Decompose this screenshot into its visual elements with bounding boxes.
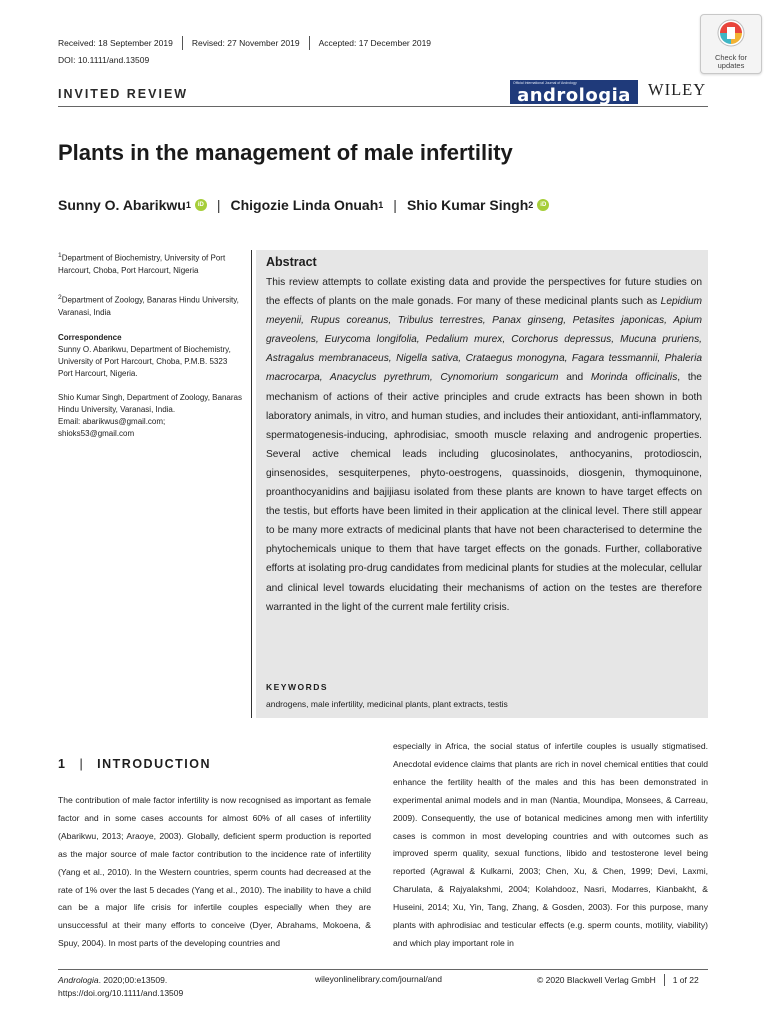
affiliation-2 [58, 292, 243, 319]
section-number: 1 [58, 757, 67, 771]
orcid-icon[interactable]: iD [195, 199, 207, 211]
affiliation-1 [58, 250, 243, 277]
crossmark-label: Check for updates [714, 53, 748, 70]
body-column-right: especially in Africa, the social status of infertile couples is usually stigmatised. Anecdotal evidence claims that plants are rich in novel chemical entities that could enhance the fertility health of the males and this has been demonstrated in experimental animal models and in man (Nantia, Moundipa, Monsees, & Carreau, 2009). Consequently, the use of botanical medicines among men with infertility cases is common in most developing countries and with outcomes such as improved sperm quality, sexual functions, libido and testosterone level being reported (Agrawal & Kulkarni, 2003; Chen, Xu, & Chen, 1999; Devi, Laxmi, Charulata, & Rajyalakshmi, 2004; Kolahdooz, Nasri, Modarres, Kianbakht, & Huseini, 2014; Xu, Yin, Tang, Zhang, & Gosden, 2003). For this purpose, many plants with aphrodisiac and testicular effects (e.g. sperm counts, motility, viability) and which play important role in [393, 741, 708, 948]
abstract-text: , the mechanism of actions of their active principles and crude extracts has been shown in both laboratory animals, in vitro, and human studies, and includes their antioxidant, anti-inflammatory, spermatogenesis-inducing, aphrodisiac, smooth muscle relaxing and androgenic properties. Several active chemical leads including glucosinolates, anthocyanins, protodioscin, ginsenosides, sesquiterpenes, phyto-oestrogens, quassinoids, diosgenin, thymoquinone, proanthocyanidins and bajijiasu isolated from these plants are known to have target effects on the testis, but efforts have been limited in their application at the clinical level. There still appear to be many more extracts of medicinal plants that have not been characterised to determine the phytochemicals unique to them that have target effects on the gonads. Further, collaborative efforts at isolating pro-drug candidates from medicinal plants for studies at the molecular, cellular and clinical level towards elucidating their mechanisms of action on the testes are therefore warranted in the light of the current male fertility crisis. [266, 372, 702, 613]
author-affiliation-sup: 1 [185, 200, 191, 210]
abstract-heading: Abstract [266, 255, 317, 269]
plant-name: Morinda officinalis [590, 372, 678, 384]
orcid-icon[interactable]: iD [537, 199, 549, 211]
author-separator: | [216, 197, 221, 213]
journal-logo[interactable] [510, 80, 638, 104]
footer-site-link[interactable]: wileyonlinelibrary.com/journal/and [315, 974, 442, 984]
correspondence-2 [58, 392, 243, 440]
footer-right [537, 974, 699, 986]
author-name: Chigozie Linda Onuah [230, 197, 379, 213]
author-affiliation-sup: 2 [528, 200, 534, 210]
correspondence-heading: Correspondence [58, 333, 122, 342]
keywords-text: androgens, male infertility, medicinal plants, plant extracts, testis [266, 699, 508, 709]
affiliation-text: Department of Zoology, Banaras Hindu University, Varanasi, India [58, 295, 239, 317]
received-date: Received: 18 September 2019 [58, 38, 173, 48]
article-dates [58, 36, 431, 50]
divider [664, 974, 665, 986]
body-column-left: The contribution of male factor infertility is now recognised as important as female factor and in some cases accounts for almost 60% of all cases of infertility (Abarikwu, 2013; Araoye, 2003). Globally, deficient sperm production is reported as the major source of male factor contribution to the incidence rate of infertility (Yang et al., 2010). In the Western countries, sperm counts had decreased at the rate of 1% over the last 5 decades (Yang et al., 2010). The inability to have a child can be a major life crisis for infertile couples especially when they are unsuccessful at their many efforts to conceive (Dyer, Abrahams, Mokoena, & Spuy, 2004). In most parts of the developing countries and [58, 795, 371, 949]
article-category: INVITED REVIEW [58, 87, 189, 101]
author-affiliation-sup: 1 [378, 200, 384, 210]
correspondence-entry: Shio Kumar Singh, Department of Zoology, Banaras Hindu University, Varanasi, India. [58, 393, 242, 414]
correspondence-email[interactable]: Email: abarikwus@gmail.com; [58, 417, 166, 426]
accepted-date: Accepted: 17 December 2019 [318, 38, 432, 48]
revised-date: Revised: 27 November 2019 [191, 38, 300, 48]
divider [182, 36, 183, 50]
abstract-text: This review attempts to collate existing data and provide the perspectives for future studies on the effects of plants on the male gonads. For many of these medicinal plants such as [266, 277, 702, 308]
correspondence-entry: Sunny O. Abarikwu, Department of Biochemistry, University of Port Harcourt, Choba, P.M.B. 5323 Port Harcourt, Nigeria. [58, 345, 231, 378]
abstract-text: and [558, 372, 591, 384]
correspondence [58, 332, 243, 380]
footer-doi-link[interactable]: https://doi.org/10.1111/and.13509 [58, 988, 184, 998]
footer-citation-text: . 2020;00:e13509. [98, 975, 168, 985]
author-name: Shio Kumar Singh [406, 197, 529, 213]
journal-tagline: Official International Journal of Andrology [513, 81, 577, 85]
author-list [58, 197, 549, 213]
article-title: Plants in the management of male infertility [58, 140, 513, 165]
footer-copyright: © 2020 Blackwell Verlag GmbH [537, 975, 656, 985]
author-separator: | [393, 197, 397, 213]
divider [309, 36, 310, 50]
keywords-heading: KEYWORDS [266, 682, 329, 692]
page-number: 1 of 22 [672, 975, 699, 985]
section-title: INTRODUCTION [97, 757, 211, 771]
section-separator: | [79, 757, 85, 771]
footer-citation [58, 974, 183, 1000]
footer-rule [58, 969, 708, 970]
publisher-logo[interactable]: WILEY [648, 80, 707, 99]
footer-journal: Andrologia [58, 975, 99, 985]
journal-name: andrologia [517, 85, 631, 106]
affiliation-sup: 1 [58, 252, 62, 259]
doi[interactable]: DOI: 10.1111/and.13509 [58, 55, 150, 65]
affiliation-sup: 2 [58, 294, 62, 301]
correspondence-email[interactable]: shioks53@gmail.com [58, 429, 135, 438]
crossmark-icon [716, 18, 746, 48]
header-rule [58, 106, 708, 107]
plant-names: Lepidium meyenii, Rupus coreanus, Tribulus terrestres, Panax ginseng, Petasites japonicas, Apium graveolens, Eurycoma longifolia, Pedalium murex, Corchorus depressus, Mucuna pruriens, Astragalus membranaceus, Nigella sativa, Crataegus monogyna, Fagara tessmannii, Phaleria macrocarpa, Anacyclus pyrethrum, Cynomorium songaricum [266, 296, 702, 384]
affiliation-text: Department of Biochemistry, University of Port Harcourt, Choba, Port Harcourt, Nigeria [58, 253, 226, 275]
check-for-updates-button[interactable] [700, 14, 762, 74]
author-name: Sunny O. Abarikwu [58, 197, 186, 213]
abstract-rule [251, 250, 252, 718]
section-heading [58, 757, 211, 771]
abstract-body [266, 273, 702, 617]
